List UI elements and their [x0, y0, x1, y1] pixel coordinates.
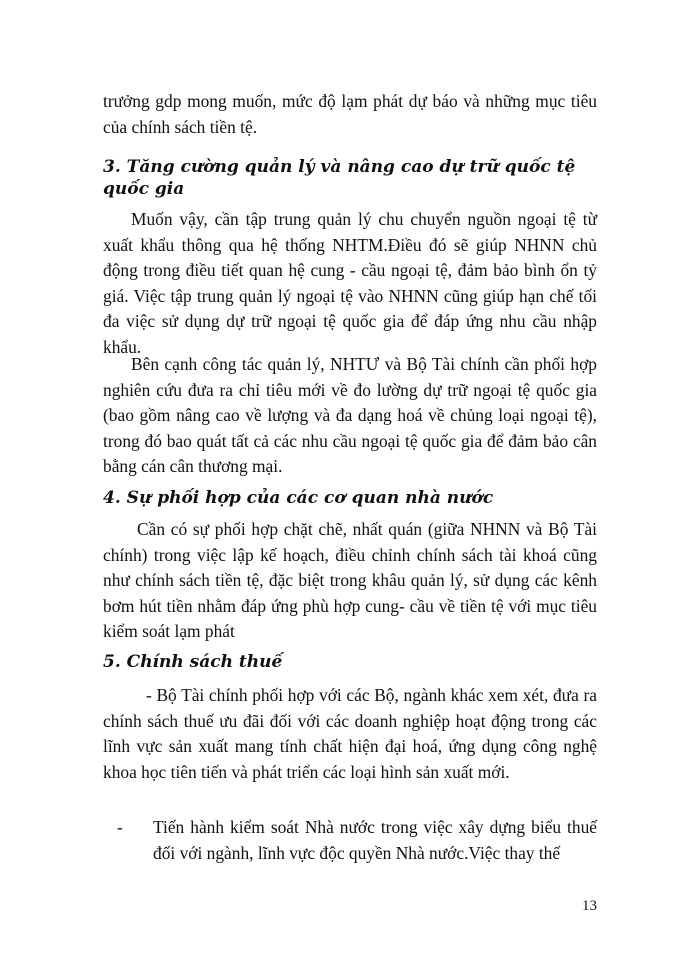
section-heading-3 — [103, 156, 597, 200]
paragraph-reserve-management — [103, 207, 597, 360]
paragraph-text: Bên cạnh công tác quản lý, NHTƯ và Bộ Tài chính cần phối hợp nghiên cứu đưa ra chỉ tiêu mới về đo lường dự trữ ngoại tệ quốc gia (bao gồm nâng cao về lượng và đa dạng hoá về chủng loại ngoại tệ), trong đó bao quát tất cả các nhu cầu ngoại tệ quốc gia để đảm bảo cân bằng cán cân thương mại. — [103, 354, 597, 476]
section-heading-4 — [103, 487, 597, 509]
heading-text: 5. Chính sách thuế — [103, 652, 283, 672]
bullet-dash: - — [117, 817, 123, 837]
paragraph-agency-coordination — [103, 517, 597, 645]
page-number: 13 — [582, 898, 597, 914]
heading-text: 3. Tăng cường quản lý và nâng cao dự trữ quốc tệ quốc gia — [103, 157, 576, 199]
paragraph-text: Cần có sự phối hợp chặt chẽ, nhất quán (giữa NHNN và Bộ Tài chính) trong việc lập kế hoạch, điều chỉnh chính sách tài khoá cũng như chính sách tiền tệ, đặc biệt trong khâu quản lý, sử dụng các kênh bơm hút tiền nhằm đáp ứng phù hợp cung- cầu về tiền tệ với mục tiêu kiểm soát lạm phát — [103, 519, 597, 641]
paragraph-coordination-research — [103, 352, 597, 480]
bullet-item — [117, 815, 597, 866]
paragraph-continuation — [103, 89, 597, 140]
bullet-text: Tiến hành kiểm soát Nhà nước trong việc xây dựng biểu thuế đối với ngành, lĩnh vực độc quyền Nhà nước.Việc thay thế — [153, 817, 597, 863]
paragraph-text: - Bộ Tài chính phối hợp với các Bộ, ngành khác xem xét, đưa ra chính sách thuế ưu đãi đối với các doanh nghiệp hoạt động trong các lĩnh vực sản xuất mang tính chất hiện đại hoá, ứng dụng công nghệ khoa học tiên tiến và phát triển các loại hình sản xuất mới. — [103, 685, 597, 782]
heading-text: 4. Sự phối hợp của các cơ quan nhà nước — [103, 488, 494, 508]
paragraph-tax-policy — [103, 683, 597, 785]
paragraph-text: Muốn vậy, cần tập trung quản lý chu chuyển nguồn ngoại tệ từ xuất khẩu thông qua hệ thống NHTM.Điều đó sẽ giúp NHNN chủ động trong điều tiết quan hệ cung - cầu ngoại tệ, đảm bảo bình ổn tỷ giá. Việc tập trung quản lý ngoại tệ vào NHNN cũng giúp hạn chế tối đa việc sử dụng dự trữ ngoại tệ quốc gia để đáp ứng nhu cầu nhập khẩu. — [103, 209, 597, 357]
section-heading-5 — [103, 651, 597, 673]
paragraph-text: trưởng gdp mong muốn, mức độ lạm phát dự báo và những mục tiêu của chính sách tiền tệ. — [103, 91, 597, 137]
